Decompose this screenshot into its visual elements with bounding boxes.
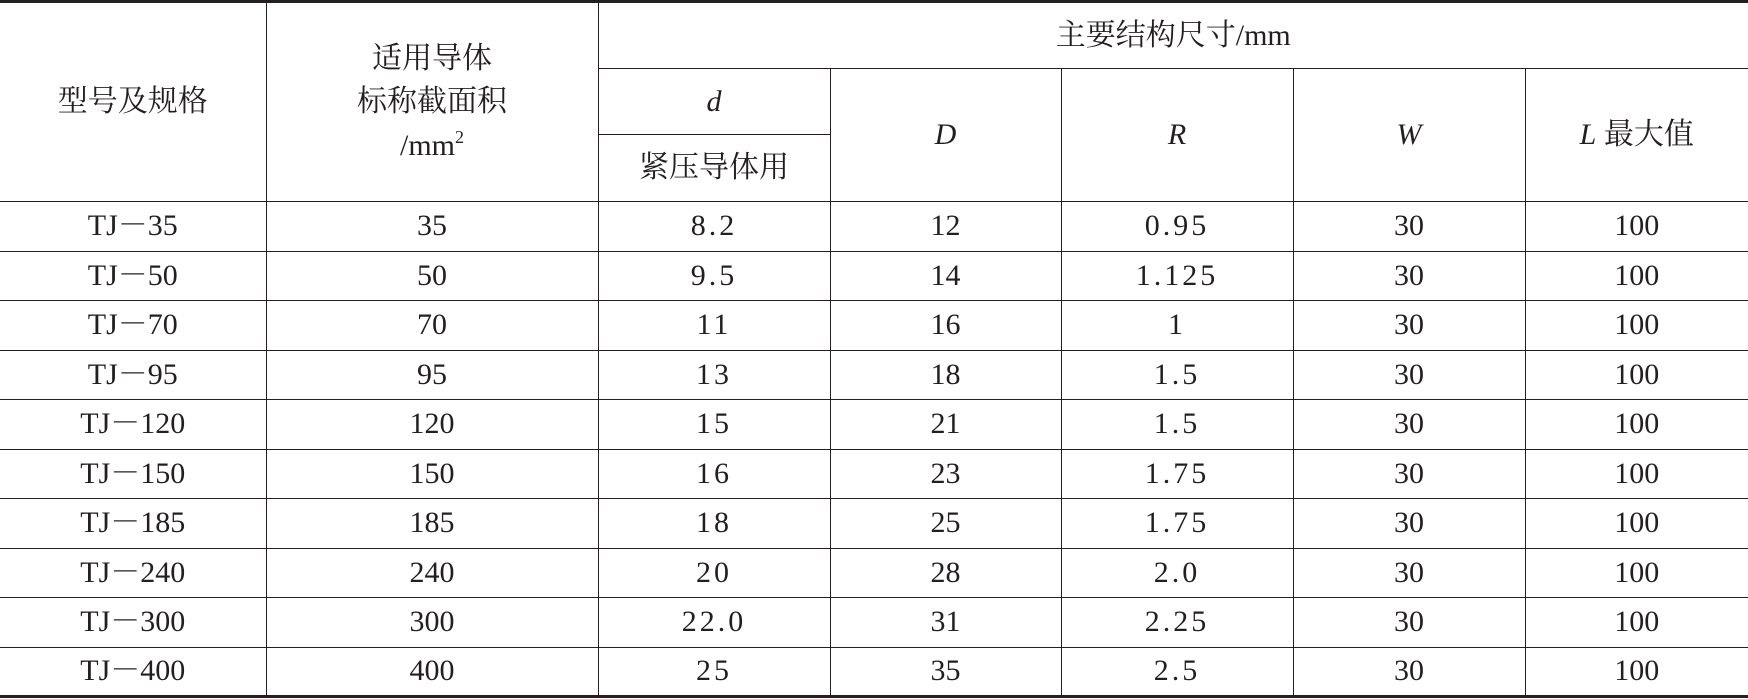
header-d-symbol: d	[706, 84, 722, 118]
table-row	[0, 598, 1748, 648]
cell-d: 8.2	[598, 202, 830, 252]
cell-d-outer: 21	[830, 400, 1061, 450]
cell-model: TJ－35	[0, 202, 266, 252]
table-row	[0, 400, 1748, 450]
cell-d: 15	[598, 400, 830, 450]
cell-area: 400	[266, 647, 598, 697]
cell-r: 2.5	[1061, 647, 1293, 697]
cell-r: 0.95	[1061, 202, 1293, 252]
cell-d: 13	[598, 350, 830, 400]
cell-w: 30	[1293, 548, 1525, 598]
cell-area: 35	[266, 202, 598, 252]
header-area	[266, 2, 598, 202]
cell-d-outer: 25	[830, 499, 1061, 549]
cell-w: 30	[1293, 400, 1525, 450]
header-d-note	[598, 135, 830, 202]
header-area-unit	[399, 126, 464, 162]
cell-area: 95	[266, 350, 598, 400]
cell-l: 100	[1525, 548, 1748, 598]
cell-r: 2.0	[1061, 548, 1293, 598]
cell-model: TJ－185	[0, 499, 266, 549]
table-row	[0, 350, 1748, 400]
cell-d-outer: 12	[830, 202, 1061, 252]
cell-d-outer: 14	[830, 251, 1061, 301]
header-area-line1: 适用导体	[372, 41, 492, 75]
cell-w: 30	[1293, 647, 1525, 697]
cell-l: 100	[1525, 251, 1748, 301]
cell-d-outer: 28	[830, 548, 1061, 598]
cell-area: 240	[266, 548, 598, 598]
cell-l: 100	[1525, 350, 1748, 400]
table-row	[0, 548, 1748, 598]
cell-model: TJ－95	[0, 350, 266, 400]
header-L	[1525, 69, 1748, 202]
header-area-unit-sup: 2	[455, 126, 464, 147]
cell-w: 30	[1293, 202, 1525, 252]
header-W	[1293, 69, 1525, 202]
cell-d-outer: 23	[830, 449, 1061, 499]
table-row	[0, 647, 1748, 697]
cell-model: TJ－50	[0, 251, 266, 301]
cell-l: 100	[1525, 400, 1748, 450]
cell-w: 30	[1293, 598, 1525, 648]
cell-w: 30	[1293, 449, 1525, 499]
cell-model: TJ－150	[0, 449, 266, 499]
table-body	[0, 202, 1748, 697]
cell-r: 1.125	[1061, 251, 1293, 301]
cell-d: 16	[598, 449, 830, 499]
table-header	[0, 2, 1748, 202]
header-W-symbol: W	[1396, 118, 1422, 151]
cell-d-outer: 18	[830, 350, 1061, 400]
cell-d: 25	[598, 647, 830, 697]
cell-r: 1	[1061, 301, 1293, 351]
cell-model: TJ－70	[0, 301, 266, 351]
cell-area: 120	[266, 400, 598, 450]
cell-d: 11	[598, 301, 830, 351]
cell-r: 1.5	[1061, 400, 1293, 450]
cell-d-outer: 16	[830, 301, 1061, 351]
cell-d: 22.0	[598, 598, 830, 648]
cell-d: 20	[598, 548, 830, 598]
table-row	[0, 202, 1748, 252]
cell-r: 1.5	[1061, 350, 1293, 400]
header-R-symbol: R	[1167, 118, 1187, 151]
header-area-line2: 标称截面积	[357, 85, 507, 119]
cell-l: 100	[1525, 202, 1748, 252]
header-L-symbol: L	[1579, 118, 1597, 151]
header-model-label: 型号及规格	[57, 85, 208, 118]
cell-l: 100	[1525, 499, 1748, 549]
header-d-note-label: 紧压导体用	[639, 151, 789, 184]
cell-area: 70	[266, 301, 598, 351]
cell-d-outer: 35	[830, 647, 1061, 697]
cell-d-outer: 31	[830, 598, 1061, 648]
cell-d: 18	[598, 499, 830, 549]
table-row	[0, 449, 1748, 499]
header-main-dims-label: 主要结构尺寸/mm	[1055, 18, 1291, 52]
cell-l: 100	[1525, 301, 1748, 351]
header-d	[598, 69, 830, 135]
header-D	[830, 69, 1061, 202]
cell-area: 50	[266, 251, 598, 301]
cell-model: TJ－300	[0, 598, 266, 648]
table-row	[0, 251, 1748, 301]
cell-l: 100	[1525, 598, 1748, 648]
cell-model: TJ－400	[0, 647, 266, 697]
header-L-note: 最大值	[1603, 118, 1694, 151]
cell-area: 300	[266, 598, 598, 648]
cell-l: 100	[1525, 449, 1748, 499]
cell-r: 1.75	[1061, 499, 1293, 549]
header-D-symbol: D	[934, 118, 957, 151]
cell-w: 30	[1293, 499, 1525, 549]
header-area-unit-base: /mm	[399, 128, 455, 162]
cell-model: TJ－240	[0, 548, 266, 598]
cell-l: 100	[1525, 647, 1748, 697]
cell-r: 1.75	[1061, 449, 1293, 499]
cell-r: 2.25	[1061, 598, 1293, 648]
cell-model: TJ－120	[0, 400, 266, 450]
cell-w: 30	[1293, 350, 1525, 400]
table-row	[0, 499, 1748, 549]
cell-area: 185	[266, 499, 598, 549]
header-R	[1061, 69, 1293, 202]
header-main-dims	[598, 2, 1748, 69]
cell-w: 30	[1293, 301, 1525, 351]
cell-d: 9.5	[598, 251, 830, 301]
header-model	[0, 2, 266, 202]
cell-area: 150	[266, 449, 598, 499]
table-row	[0, 301, 1748, 351]
cell-w: 30	[1293, 251, 1525, 301]
